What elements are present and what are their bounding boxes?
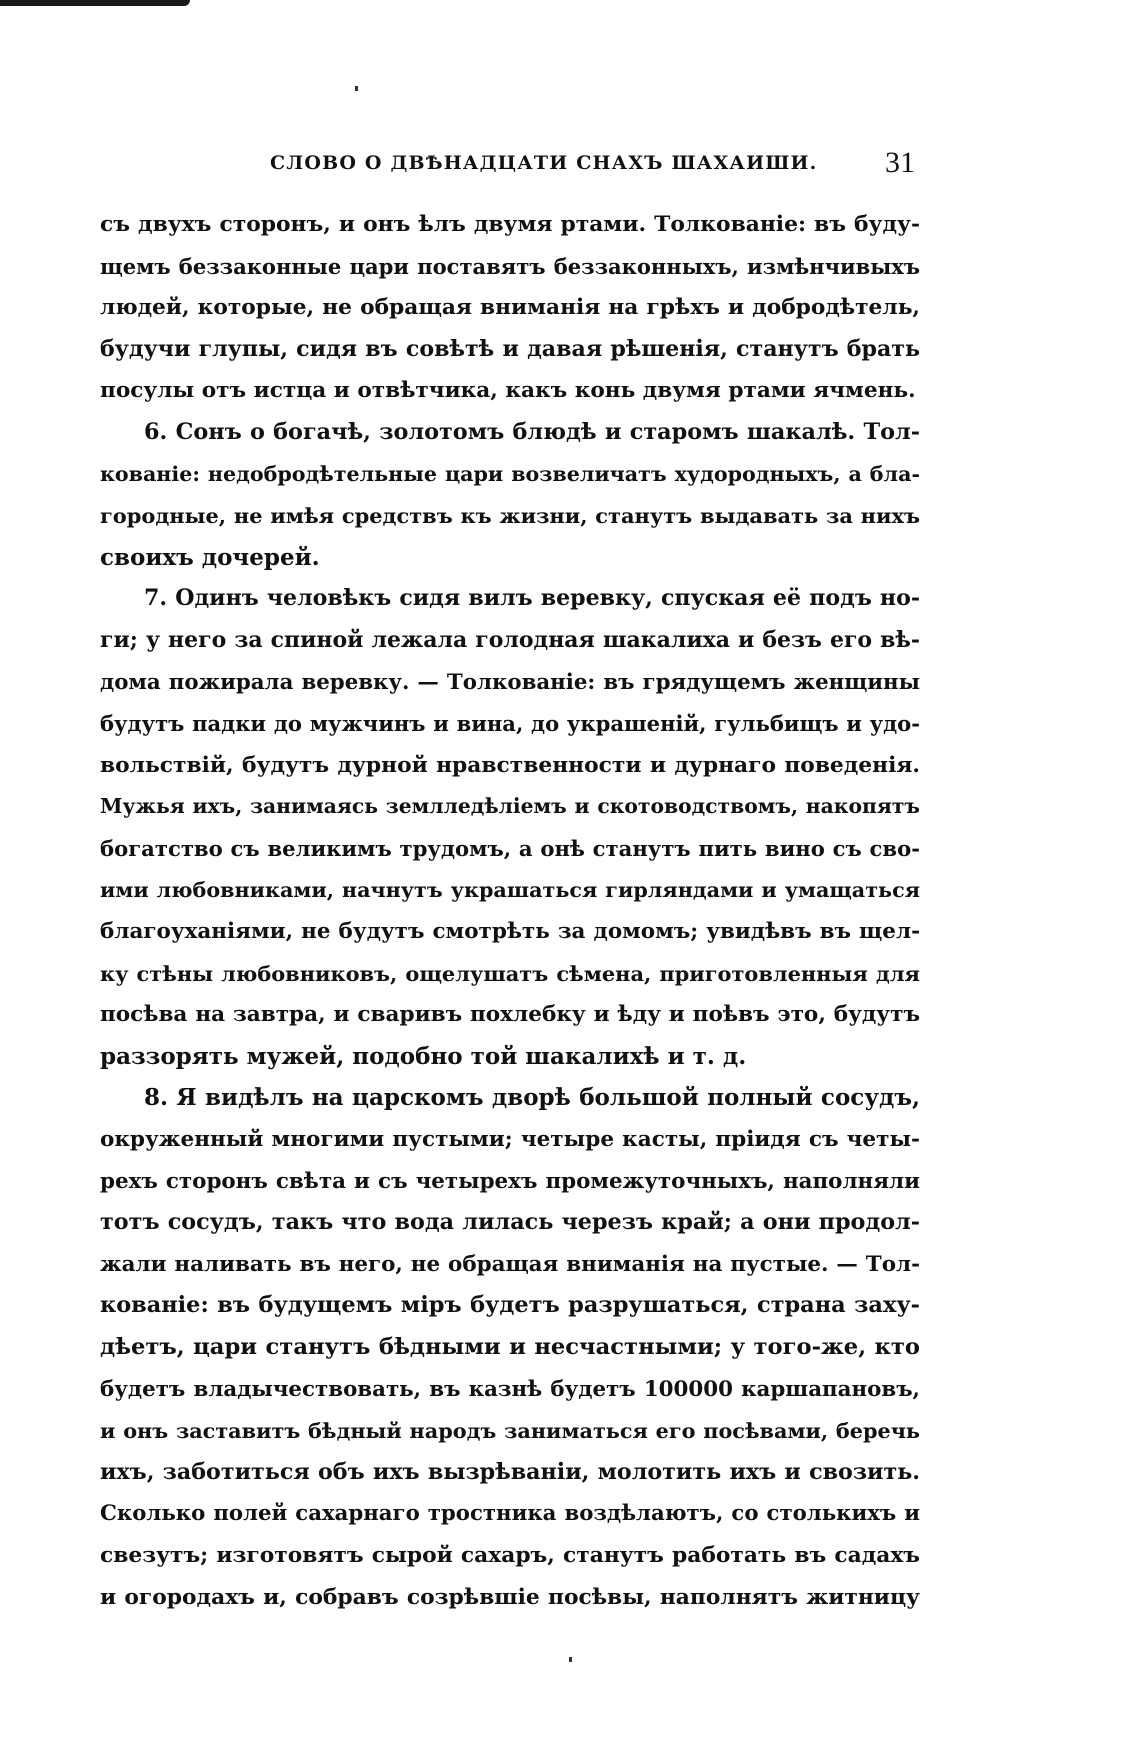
page-number: 31 (885, 146, 915, 179)
paragraph-first-line: 6. Сонъ о богачѣ, золотомъ блюдѣ и старомъ шакалѣ. Тол- (144, 418, 920, 445)
text-line: богатство съ великимъ трудомъ, а онѣ станутъ пить вино съ сво- (100, 835, 920, 861)
text-body (100, 204, 920, 1618)
text-line: рехъ сторонъ свѣта и съ четырехъ промежуточныхъ, наполняли (100, 1168, 920, 1194)
running-title: СЛОВО О ДВѢНАДЦАТИ СНАХЪ ШАХАИШИ. (270, 152, 818, 174)
text-line: городные, не имѣя средствъ къ жизни, станутъ выдавать за нихъ (100, 503, 920, 529)
scan-corner-mark (0, 0, 190, 6)
scan-speck (355, 86, 358, 91)
text-line: вольствій, будутъ дурной нравственности и дурнаго поведенія. (100, 752, 920, 778)
text-line: людей, которые, не обращая вниманія на грѣхъ и добродѣтель, (100, 295, 920, 321)
text-line: и огородахъ и, собравъ созрѣвшіе посѣвы, наполнятъ житницу (100, 1584, 920, 1610)
text-line: кованіе: въ будущемъ міръ будетъ разрушаться, страна заху- (100, 1292, 920, 1319)
text-line: и онъ заставитъ бѣдный народъ заниматься его посѣвами, беречь (100, 1418, 920, 1444)
text-line: ихъ, заботиться объ ихъ вызрѣваніи, молотить ихъ и свозить. (100, 1458, 920, 1485)
text-line: посулы отъ истца и отвѣтчика, какъ конь двумя ртами ячмень. (100, 378, 916, 404)
text-line: Сколько полей сахарнаго тростника воздѣлаютъ, со столькихъ и (100, 1501, 920, 1527)
text-line: свезутъ; изготовятъ сырой сахаръ, станутъ работать въ садахъ (100, 1543, 920, 1568)
text-line: ими любовниками, начнутъ украшаться гирляндами и умащаться (100, 877, 920, 902)
text-line: съ двухъ сторонъ, и онъ ѣлъ двумя ртами. Толкованіе: въ буду- (100, 212, 920, 237)
text-line: жали наливать въ него, не обращая вниманія на пустые. — Тол- (100, 1251, 920, 1277)
text-line: посѣва на завтра, и сваривъ похлебку и ѣду и поѣвъ это, будутъ (100, 1002, 920, 1028)
scan-speck (569, 1657, 572, 1662)
text-line: ку стѣны любовниковъ, ощелушатъ сѣмена, приготовленныя для (100, 960, 920, 986)
paragraph-first-line: 7. Одинъ человѣкъ сидя вилъ веревку, спуская её подъ но- (144, 585, 920, 612)
page-header (270, 146, 920, 186)
text-line: Мужья ихъ, занимаясь землледѣліемъ и скотоводствомъ, накопятъ (100, 794, 920, 819)
text-line: кованіе: недобродѣтельные цари возвеличатъ худородныхъ, а бла- (100, 461, 920, 486)
paragraph-first-line: 8. Я видѣлъ на царскомъ дворѣ большой полный сосудъ, (144, 1084, 920, 1112)
text-line: будутъ падки до мужчинъ и вина, до украшеній, гульбищъ и удо- (100, 711, 920, 737)
text-line: щемъ беззаконные цари поставятъ беззаконныхъ, измѣнчивыхъ (100, 253, 920, 279)
text-line: тотъ сосудъ, такъ что вода лилась черезъ край; а они продол- (100, 1209, 920, 1236)
text-line: ги; у него за спиной лежала голодная шакалиха и безъ его вѣ- (100, 626, 920, 653)
text-line: будучи глупы, сидя въ совѣтѣ и давая рѣшенія, станутъ брать (100, 335, 920, 362)
text-line: благоуханіями, не будутъ смотрѣть за домомъ; увидѣвъ въ щел- (100, 919, 920, 945)
text-line: дома пожирала веревку. — Толкованіе: въ грядущемъ женщины (100, 669, 920, 695)
text-line: своихъ дочерей. (100, 543, 320, 571)
text-line: будетъ владычествовать, въ казнѣ будетъ 100000 каршапановъ, (100, 1376, 920, 1402)
text-line: окруженный многими пустыми; четыре касты, пріидя съ четы- (100, 1127, 920, 1153)
text-line: дѣетъ, цари станутъ бѣдными и несчастными; у того-же, кто (100, 1334, 920, 1361)
text-line: раззорять мужей, подобно той шакалихѣ и т. д. (100, 1042, 747, 1070)
